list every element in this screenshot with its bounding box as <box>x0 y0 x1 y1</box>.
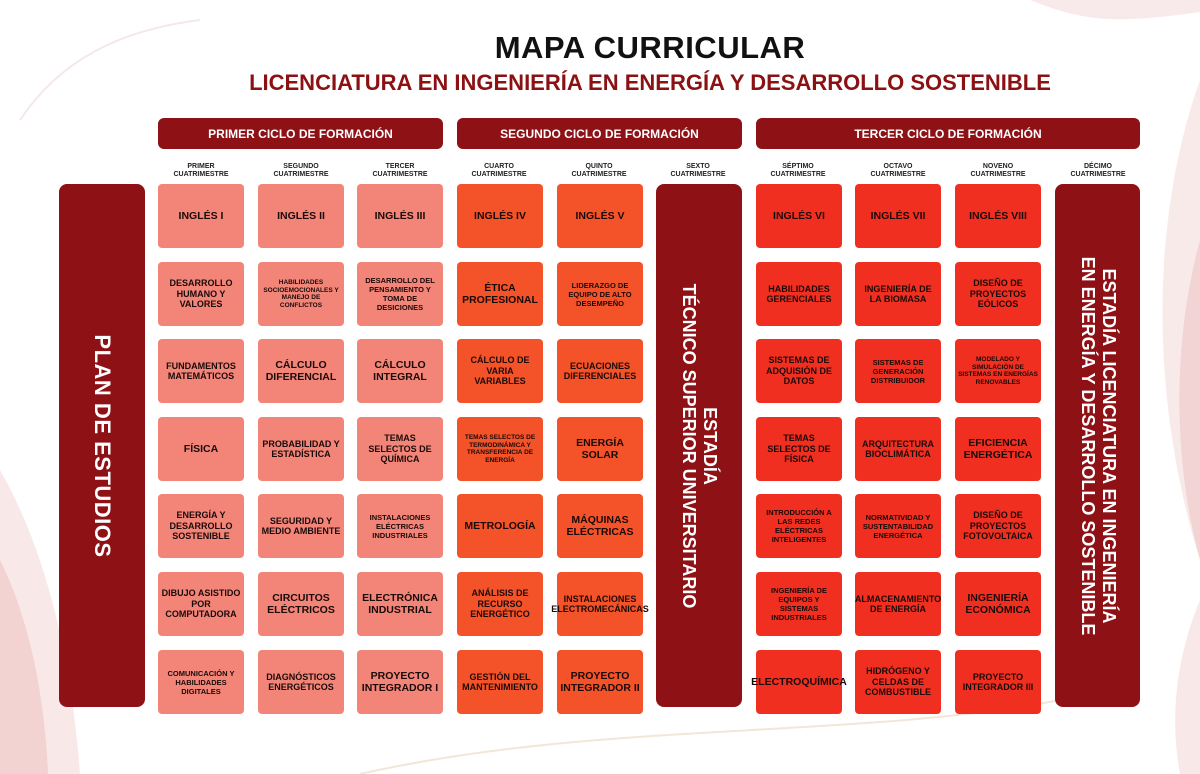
subject-card: INTRODUCCIÓN A LAS REDES ELÉCTRICAS INTELIGENTES <box>756 494 842 558</box>
subject-card: EFICIENCIA ENERGÉTICA <box>955 417 1041 481</box>
quarter-label <box>1048 163 1148 179</box>
page-subtitle: LICENCIATURA EN INGENIERÍA EN ENERGÍA Y DESARROLLO SOSTENIBLE <box>249 70 1051 95</box>
estadia-tsu-line-2: TÉCNICO SUPERIOR UNIVERSITARIO <box>679 283 699 608</box>
quarter-word: CUATRIMESTRE <box>1070 171 1126 178</box>
subject-card: METROLOGÍA <box>457 494 543 558</box>
subject-card: HABILIDADES GERENCIALES <box>756 262 842 326</box>
subject-card: INGLÉS II <box>258 184 344 248</box>
subject-card: FÍSICA <box>158 417 244 481</box>
quarter-word: CUATRIMESTRE <box>372 171 428 178</box>
subject-card: CIRCUITOS ELÉCTRICOS <box>258 572 344 636</box>
subject-card: INGENIERÍA DE LA BIOMASA <box>855 262 941 326</box>
subject-card: SEGURIDAD Y MEDIO AMBIENTE <box>258 494 344 558</box>
subject-card: DISEÑO DE PROYECTOS EÓLICOS <box>955 262 1041 326</box>
cycle-header-3: TERCER CICLO DE FORMACIÓN <box>756 118 1140 149</box>
subject-card: ENERGÍA Y DESARROLLO SOSTENIBLE <box>158 494 244 558</box>
subject-card: DESARROLLO DEL PENSAMIENTO Y TOMA DE DESICIONES <box>357 262 443 326</box>
subject-card: TEMAS SELECTOS DE TERMODINÁMICA Y TRANSFERENCIA DE ENERGÍA <box>457 417 543 481</box>
subject-card: MODELADO Y SIMULACIÓN DE SISTEMAS EN ENERGÍAS RENOVABLES <box>955 339 1041 403</box>
subject-card: DISEÑO DE PROYECTOS FOTOVOLTAICA <box>955 494 1041 558</box>
subject-card: SISTEMAS DE GENERACIÓN DISTRIBUIDOR <box>855 339 941 403</box>
quarter-label <box>948 163 1048 179</box>
plan-de-estudios-bar <box>59 184 145 707</box>
quarter-label <box>449 163 549 179</box>
subject-card: INGLÉS VIII <box>955 184 1041 248</box>
subject-card: ÉTICA PROFESIONAL <box>457 262 543 326</box>
quarter-ordinal: QUINTO <box>585 163 613 170</box>
subject-card: DESARROLLO HUMANO Y VALORES <box>158 262 244 326</box>
quarter-word: CUATRIMESTRE <box>471 171 527 178</box>
quarter-label <box>648 163 748 179</box>
quarter-ordinal: DÉCIMO <box>1084 163 1112 170</box>
subject-card: ALMACENAMIENTO DE ENERGÍA <box>855 572 941 636</box>
subject-card: HABILIDADES SOCIOEMOCIONALES Y MANEJO DE CONFLICTOS <box>258 262 344 326</box>
estadia-tsu-bar <box>656 184 742 707</box>
subject-card: DIAGNÓSTICOS ENERGÉTICOS <box>258 650 344 714</box>
estadia-tsu-label <box>678 283 720 608</box>
subject-card: CÁLCULO INTEGRAL <box>357 339 443 403</box>
subject-card: ELECTROQUÍMICA <box>756 650 842 714</box>
subject-card: ECUACIONES DIFERENCIALES <box>557 339 643 403</box>
subject-card: PROYECTO INTEGRADOR II <box>557 650 643 714</box>
subject-card: PROBABILIDAD Y ESTADÍSTICA <box>258 417 344 481</box>
quarter-ordinal: CUARTO <box>484 163 514 170</box>
estadia-lic-line-1: ESTADÍA LICENCIATURA EN INGENIERÍA <box>1098 267 1119 624</box>
subject-card: TEMAS SELECTOS DE QUÍMICA <box>357 417 443 481</box>
quarter-label <box>748 163 848 179</box>
quarter-ordinal: SEGUNDO <box>283 163 319 170</box>
quarter-word: CUATRIMESTRE <box>870 171 926 178</box>
estadia-lic-line-2: EN ENERGÍA Y DESARROLLO SOSTENIBLE <box>1077 256 1098 635</box>
subject-card: MÁQUINAS ELÉCTRICAS <box>557 494 643 558</box>
estadia-licenciatura-label <box>1077 256 1119 635</box>
subject-card: COMUNICACIÓN Y HABILIDADES DIGITALES <box>158 650 244 714</box>
subject-card: INGENIERÍA DE EQUIPOS Y SISTEMAS INDUSTRIALES <box>756 572 842 636</box>
subject-card: INSTALACIONES ELÉCTRICAS INDUSTRIALES <box>357 494 443 558</box>
subject-card: INGLÉS VII <box>855 184 941 248</box>
subject-card: PROYECTO INTEGRADOR I <box>357 650 443 714</box>
quarter-word: CUATRIMESTRE <box>670 171 726 178</box>
subject-card: HIDRÓGENO Y CELDAS DE COMBUSTIBLE <box>855 650 941 714</box>
subject-card: INGENIERÍA ECONÓMICA <box>955 572 1041 636</box>
subject-card: INGLÉS IV <box>457 184 543 248</box>
estadia-licenciatura-bar <box>1055 184 1140 707</box>
quarter-word: CUATRIMESTRE <box>770 171 826 178</box>
subject-card: INGLÉS VI <box>756 184 842 248</box>
quarter-label <box>848 163 948 179</box>
page-title: MAPA CURRICULAR <box>494 30 806 65</box>
subject-card: ANÁLISIS DE RECURSO ENERGÉTICO <box>457 572 543 636</box>
quarter-label <box>350 163 450 179</box>
subject-card: INGLÉS I <box>158 184 244 248</box>
quarter-label <box>151 163 251 179</box>
quarter-word: CUATRIMESTRE <box>970 171 1026 178</box>
estadia-tsu-line-1: ESTADÍA <box>700 406 720 485</box>
quarter-label <box>549 163 649 179</box>
subject-card: LIDERAZGO DE EQUIPO DE ALTO DESEMPEÑO <box>557 262 643 326</box>
quarter-word: CUATRIMESTRE <box>173 171 229 178</box>
subject-card: INGLÉS V <box>557 184 643 248</box>
quarter-label <box>251 163 351 179</box>
subject-card: FUNDAMENTOS MATEMÁTICOS <box>158 339 244 403</box>
plan-de-estudios-label: PLAN DE ESTUDIOS <box>90 333 115 558</box>
quarter-ordinal: PRIMER <box>187 163 215 170</box>
subject-card: ENERGÍA SOLAR <box>557 417 643 481</box>
subject-card: INSTALACIONES ELECTROMECÁNICAS <box>557 572 643 636</box>
cycle-header-1: PRIMER CICLO DE FORMACIÓN <box>158 118 443 149</box>
subject-card: SISTEMAS DE ADQUISIÓN DE DATOS <box>756 339 842 403</box>
subject-card: ARQUITECTURA BIOCLIMÁTICA <box>855 417 941 481</box>
quarter-ordinal: SEXTO <box>686 163 710 170</box>
subject-card: ELECTRÓNICA INDUSTRIAL <box>357 572 443 636</box>
subject-card: DIBUJO ASISTIDO POR COMPUTADORA <box>158 572 244 636</box>
cycle-header-2: SEGUNDO CICLO DE FORMACIÓN <box>457 118 742 149</box>
subject-card: TEMAS SELECTOS DE FÍSICA <box>756 417 842 481</box>
quarter-ordinal: TERCER <box>385 163 415 170</box>
quarter-word: CUATRIMESTRE <box>273 171 329 178</box>
subject-card: PROYECTO INTEGRADOR III <box>955 650 1041 714</box>
subject-card: CÁLCULO DE VARIA VARIABLES <box>457 339 543 403</box>
quarter-word: CUATRIMESTRE <box>571 171 627 178</box>
quarter-ordinal: NOVENO <box>982 163 1014 170</box>
subject-card: NORMATIVIDAD Y SUSTENTABILIDAD ENERGÉTICA <box>855 494 941 558</box>
quarter-ordinal: SÉPTIMO <box>782 163 814 170</box>
subject-card: CÁLCULO DIFERENCIAL <box>258 339 344 403</box>
subject-card: INGLÉS III <box>357 184 443 248</box>
subject-card: GESTIÓN DEL MANTENIMIENTO <box>457 650 543 714</box>
quarter-ordinal: OCTAVO <box>883 163 913 170</box>
